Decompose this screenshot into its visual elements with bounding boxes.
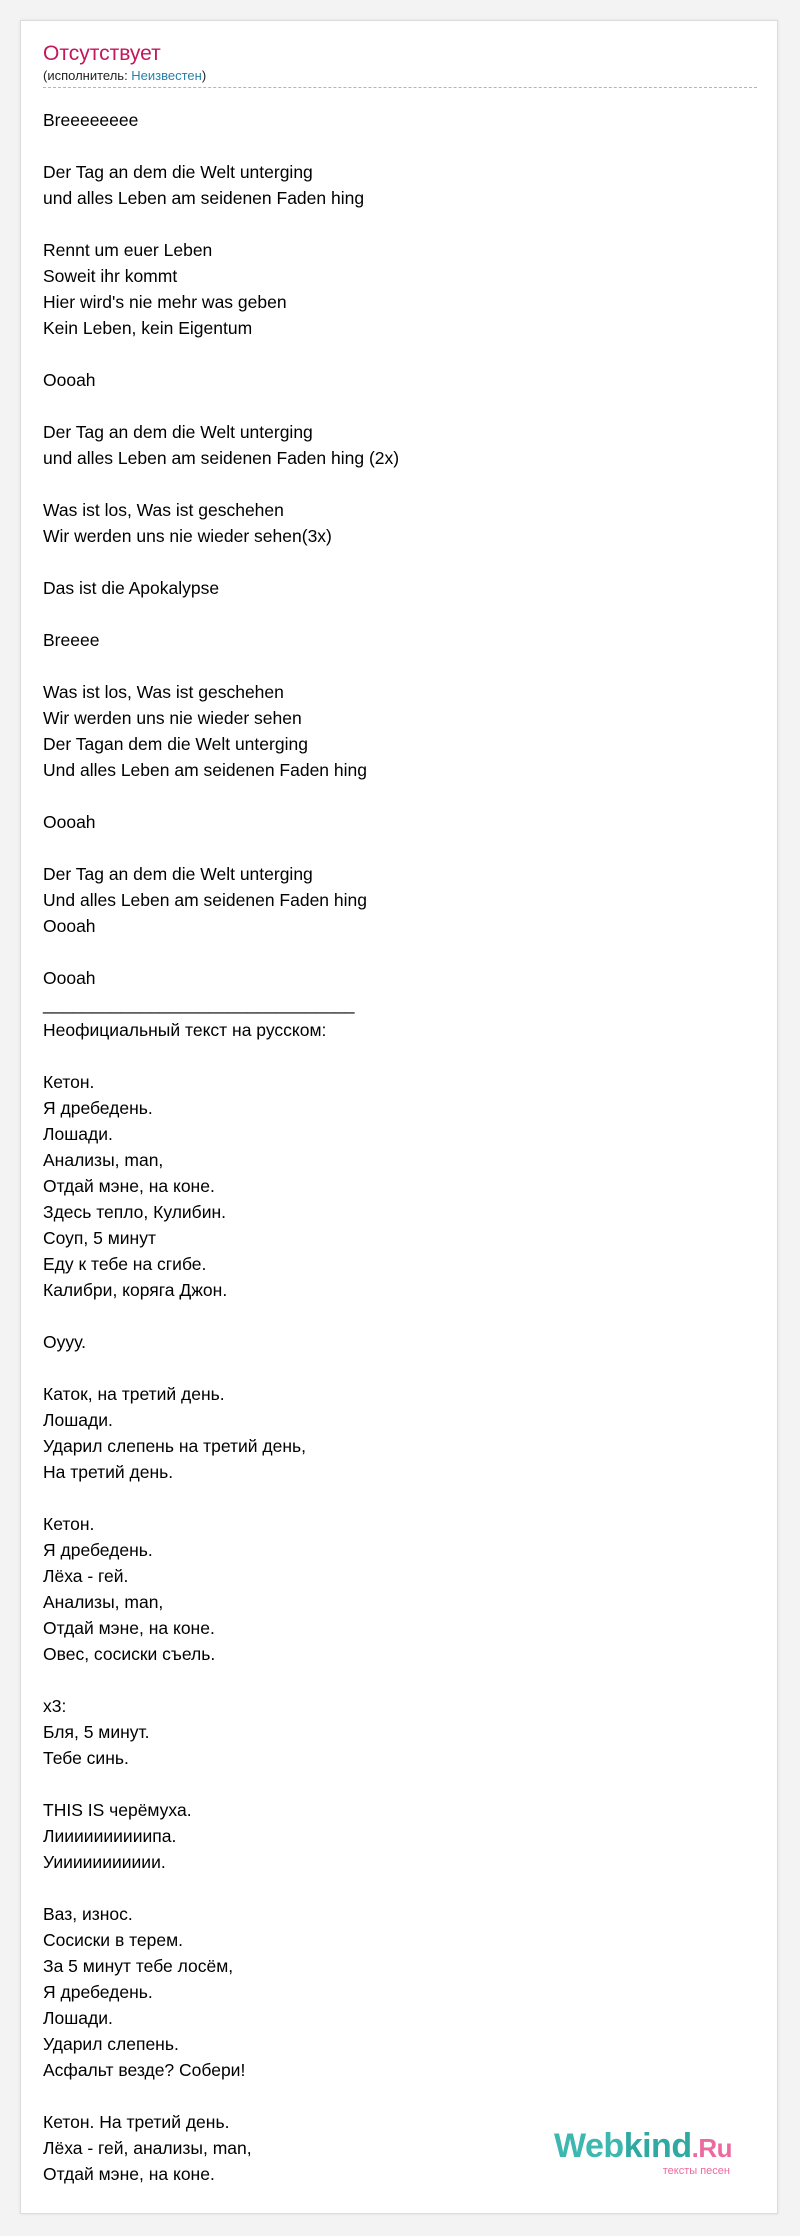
lyric-line: Was ist los, Was ist geschehen [43,500,284,520]
lyric-line [43,835,743,861]
artist-prefix: (исполнитель: [43,68,132,83]
lyric-line: Лиииииииииипа. [43,1826,177,1846]
lyric-line: Отдай мэне, на коне. [43,1176,215,1196]
lyric-line [43,1875,743,1901]
lyric-line [43,2083,743,2109]
lyric-line: Лошади. [43,1410,113,1430]
lyric-line: Der Tagan dem die Welt unterging [43,734,308,754]
logo-ru: .Ru [691,2133,732,2163]
lyric-line: Асфальт везде? Собери! [43,2060,246,2080]
lyric-line: Der Tag an dem die Welt unterging [43,864,313,884]
lyric-line: Неофициальный текст на русском: [43,1020,327,1040]
artist-line [43,67,757,84]
lyric-line: Отдай мэне, на коне. [43,2164,215,2184]
lyric-line: Анализы, man, [43,1150,164,1170]
song-header [43,41,757,88]
lyric-line: Сосиски в терем. [43,1930,184,1950]
lyric-line: Ударил слепень на третий день, [43,1436,306,1456]
lyric-line [43,653,743,679]
lyrics-card [20,20,778,2214]
lyric-line: Was ist los, Was ist geschehen [43,682,284,702]
webkind-logo[interactable] [554,2129,732,2177]
lyric-line: Oooah [43,370,96,390]
lyric-line: Der Tag an dem die Welt unterging [43,422,313,442]
lyric-line: THIS IS черёмуха. [43,1800,192,1820]
lyric-line: Кетон. [43,1514,95,1534]
lyric-line: Ваз, износ. [43,1904,133,1924]
lyric-line: Oooah [43,968,96,988]
lyric-line: und alles Leben am seidenen Faden hing [43,188,365,208]
song-title: Отсутствует [43,42,161,65]
lyric-line: Hier wird's nie mehr was geben [43,292,287,312]
lyric-line: Я дребедень. [43,1098,153,1118]
artist-suffix: ) [201,68,207,83]
lyric-line [43,1667,743,1693]
lyric-line: Отдай мэне, на коне. [43,1618,215,1638]
lyric-line [43,211,743,237]
lyric-line: Лошади. [43,1124,113,1144]
lyric-line: Wir werden uns nie wieder sehen [43,708,302,728]
lyric-line [43,1043,743,1069]
lyric-line: Und alles Leben am seidenen Faden hing [43,760,367,780]
logo-wordmark [554,2129,732,2165]
lyric-line: und alles Leben am seidenen Faden hing (2x) [43,448,400,468]
lyric-line: Und alles Leben am seidenen Faden hing [43,890,367,910]
lyric-line [43,1303,743,1329]
lyric-line: ________________________________ [43,994,355,1014]
lyric-line: Breeee [43,630,100,650]
lyric-line: Оууу. [43,1332,86,1352]
lyric-line: Kein Leben, kein Eigentum [43,318,253,338]
lyric-line: Лёха - гей. [43,1566,129,1586]
lyric-line: Soweit ihr kommt [43,266,178,286]
lyric-line: Der Tag an dem die Welt unterging [43,162,313,182]
lyric-line: Тебе синь. [43,1748,129,1768]
lyric-line: Я дребедень. [43,1982,153,2002]
lyric-line: Я дребедень. [43,1540,153,1560]
lyric-line [43,1485,743,1511]
lyric-line: Анализы, man, [43,1592,164,1612]
lyric-line: Еду к тебе на сгибе. [43,1254,207,1274]
lyric-line: Oooah [43,812,96,832]
lyric-line [43,471,743,497]
artist-link[interactable]: Неизвестен [131,68,202,83]
lyric-line: Wir werden uns nie wieder sehen(3x) [43,526,332,546]
lyric-line [43,601,743,627]
lyric-line: Здесь тепло, Кулибин. [43,1202,227,1222]
logo-tagline: тексты песен [662,2165,730,2177]
lyric-line: x3: [43,1696,67,1716]
lyric-line [43,341,743,367]
lyric-line [43,1355,743,1381]
lyric-line [43,939,743,965]
lyric-line [43,549,743,575]
lyrics-text [43,107,743,2187]
lyric-line [43,1771,743,1797]
lyric-line: Калибри, коряга Джон. [43,1280,228,1300]
logo-web: Web [554,2127,624,2165]
lyric-line: Овес, сосиски съель. [43,1644,216,1664]
lyric-line: На третий день. [43,1462,174,1482]
lyric-line: Уиииииииииии. [43,1852,166,1872]
lyric-line [43,133,743,159]
lyric-line: Соуп, 5 минут [43,1228,156,1248]
lyric-line: Лошади. [43,2008,113,2028]
lyric-line: Лёха - гей, анализы, man, [43,2138,252,2158]
lyric-line: Rennt um euer Leben [43,240,213,260]
logo-kind: kind [623,2127,692,2165]
lyric-line: Ударил слепень. [43,2034,179,2054]
lyric-line [43,393,743,419]
lyric-line [43,783,743,809]
lyric-line: Das ist die Apokalypse [43,578,220,598]
lyric-line: Breeeeeeee [43,110,139,130]
lyric-line: Бля, 5 минут. [43,1722,150,1742]
lyric-line: За 5 минут тебе лосём, [43,1956,234,1976]
lyric-line: Каток, на третий день. [43,1384,225,1404]
lyric-line: Кетон. На третий день. [43,2112,230,2132]
lyric-line: Oooah [43,916,96,936]
lyric-line: Кетон. [43,1072,95,1092]
